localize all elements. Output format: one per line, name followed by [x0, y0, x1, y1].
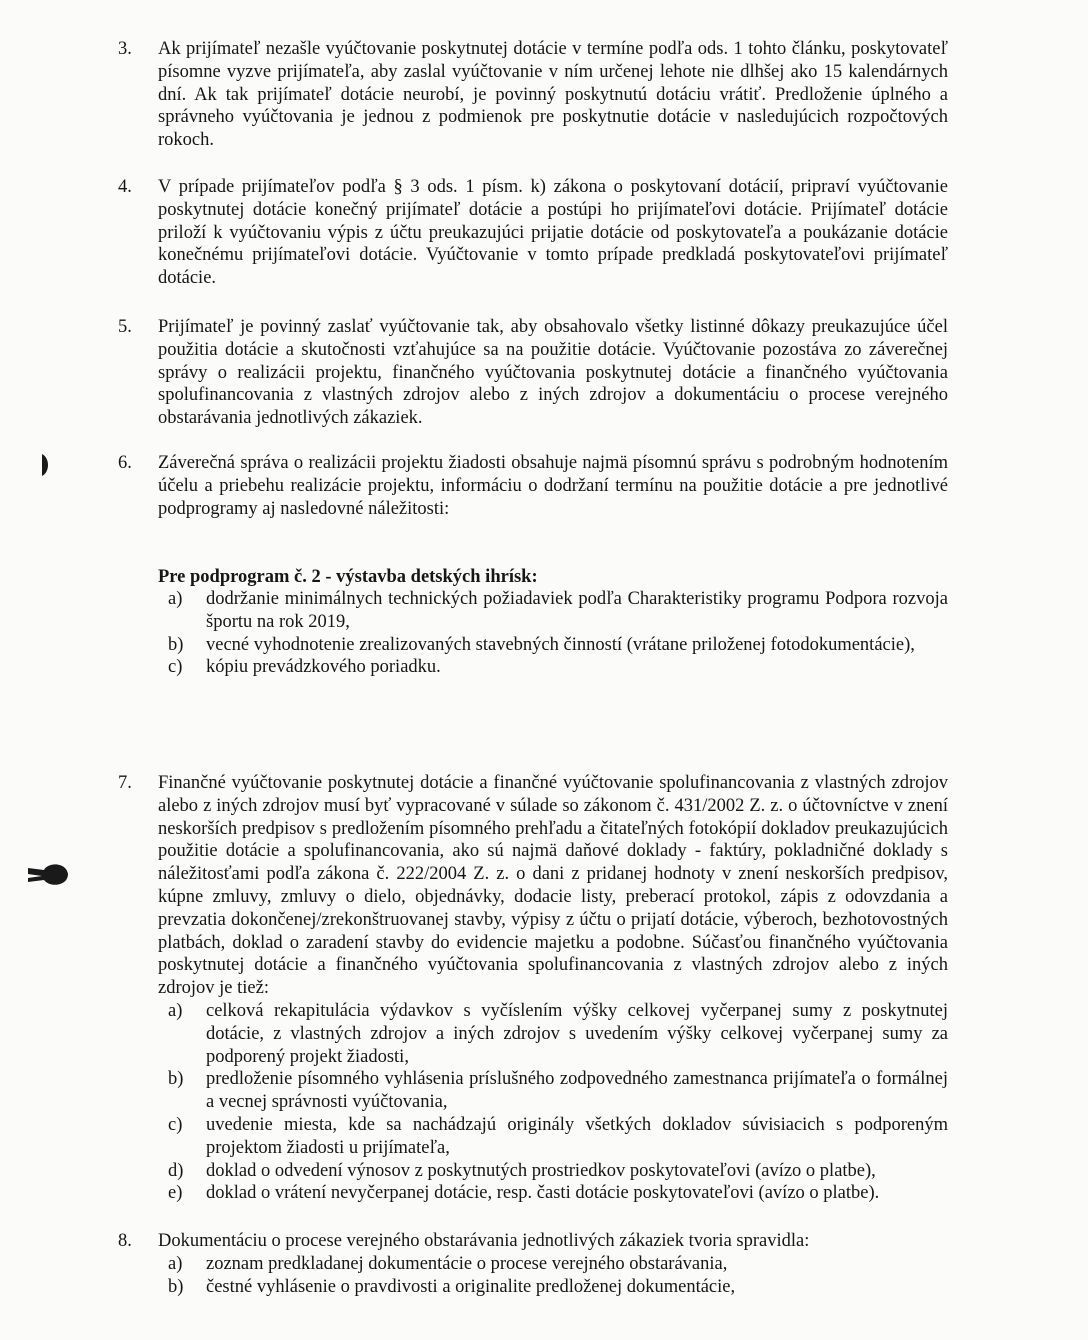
list-letter: a) — [168, 589, 183, 609]
punch-hole-mark-top — [40, 452, 54, 478]
paragraph-text: Prijímateľ je povinný zaslať vyúčtovanie tak, aby obsahovalo všetky listinné dôkazy preukazujúce účel použitia dotácie a skutočnosti vzťahujúce sa na použitie dotácie. Vyúčtovanie pozostáva zo záverečnej správy o realizácii projektu, finančného vyúčtovania poskytnutej dotácie a finančného vyúčtovania spolufinancovania z vlastných zdrojov alebo z iných zdrojov a dokumentáciu o procese verejného obstarávania jednotlivých zákaziek. — [158, 317, 948, 429]
list-text: vecné vyhodnotenie zrealizovaných stavebných činností (vrátane priloženej fotodokumentácie), — [206, 634, 915, 655]
paragraph-number: 3. — [118, 39, 132, 59]
list-text: dodržanie minimálnych technických požiadaviek podľa Charakteristiky programu Podpora rozvoja športu na rok 2019, — [206, 589, 948, 632]
subprogram-list — [118, 588, 948, 679]
list-letter: a) — [168, 1253, 183, 1274]
list-text: zoznam predkladanej dokumentácie o procese verejného obstarávania, — [206, 1253, 728, 1274]
list-item — [158, 1253, 948, 1276]
paragraph-number: 8. — [118, 1231, 132, 1251]
list-item — [158, 588, 948, 634]
list-letter: d) — [168, 1160, 184, 1181]
list-letter: c) — [168, 1114, 183, 1135]
list-text: doklad o odvedení výnosov z poskytnutých prostriedkov poskytovateľovi (avízo o platbe), — [206, 1160, 876, 1181]
paragraph-7 — [118, 772, 948, 1205]
list-item — [158, 1276, 948, 1299]
list-item — [158, 1000, 948, 1068]
paragraph-8 — [118, 1230, 948, 1298]
subprogram-heading: Pre podprogram č. 2 - výstavba detských ihrísk: — [158, 567, 538, 587]
paragraph-4 — [118, 176, 948, 290]
paragraph-text: Ak prijímateľ nezašle vyúčtovanie poskytnutej dotácie v termíne podľa ods. 1 tohto článku, poskytovateľ písomne vyzve prijímateľa, aby zaslal vyúčtovanie v ním určenej lehote nie dlhšej ako 15 kalendárnych dní. Ak tak prijímateľ dotácie neurobí, je povinný poskytnutú dotáciu vrátiť. Predloženie úplného a správneho vyúčtovania je jednou z podmienok pre poskytnutie dotácie v nasledujúcich rozpočtových rokoch. — [158, 39, 948, 151]
paragraph-number: 5. — [118, 317, 132, 337]
list-text: celková rekapitulácia výdavkov s vyčíslením výšky celkovej vyčerpanej sumy z poskytnutej dotácie, z vlastných zdrojov a iných zdrojov s uvedením výšky celkovej vyčerpanej sumy za podporený projekt žiadosti, — [206, 1000, 948, 1067]
paragraph-6 — [118, 452, 948, 520]
punch-hole-mark-bottom — [26, 860, 70, 890]
list-text: doklad o vrátení nevyčerpanej dotácie, resp. časti dotácie poskytovateľovi (avízo o platbe). — [206, 1183, 880, 1204]
paragraph-5 — [118, 316, 948, 430]
paragraph-text: Finančné vyúčtovanie poskytnutej dotácie a finančné vyúčtovanie spolufinancovania z vlastných zdrojov alebo z iných zdrojov musí byť vypracované v súlade so zákonom č. 431/2002 Z. z. o účtovníctve v znení neskorších predpisov s predložením písomného prehľadu a čitateľných fotokópií dokladov preukazujúcich použitie dotácie a spolufinancovania, ako sú najmä daňové doklady - faktúry, pokladničné doklady s náležitosťami podľa zákona č. 222/2004 Z. z. o dani z pridanej hodnoty v znení neskorších predpisov, kúpne zmluvy, zmluvy o dielo, objednávky, dodacie listy, preberací protokol, zápis z odovzdania a prevzatia dokončenej/zrekonštruovanej stavby, výpisy z účtu o prijatí dotácie, výberoch, bezhotovostných platbách, doklad o zaradení stavby do evidencie majetku a podobne. Súčasťou finančného vyúčtovania poskytnutej dotácie a finančného vyúčtovania spolufinancovania z vlastných zdrojov alebo z iných zdrojov je tiež: — [158, 773, 948, 999]
paragraph-number: 6. — [118, 453, 132, 473]
list-item — [158, 634, 948, 657]
list-item — [158, 1114, 948, 1160]
list-item — [158, 1068, 948, 1114]
paragraph-number: 4. — [118, 177, 132, 197]
paragraph-text: V prípade prijímateľov podľa § 3 ods. 1 písm. k) zákona o poskytovaní dotácií, pripraví vyúčtovanie poskytnutej dotácie konečný prijímateľ dotácie a postúpi ho prijímateľovi dotácie. Prijímateľ dotácie priloží k vyúčtovaniu výpis z účtu preukazujúci prijatie dotácie od poskytovateľa a poukázanie dotácie konečnému prijímateľovi dotácie. Vyúčtovanie v tomto prípade predkladá poskytovateľovi prijímateľ dotácie. — [158, 177, 948, 289]
list-letter: b) — [168, 634, 184, 655]
paragraph-3 — [118, 38, 948, 152]
list-text: čestné vyhlásenie o pravdivosti a originalite predloženej dokumentácie, — [206, 1276, 736, 1297]
list-item — [158, 1160, 948, 1183]
list-letter: e) — [168, 1183, 183, 1204]
list-letter: b) — [168, 1069, 184, 1090]
paragraph-text: Záverečná správa o realizácii projektu žiadosti obsahuje najmä písomnú správu s podrobným hodnotením účelu a priebehu realizácie projektu, informáciu o dodržaní termínu na použitie dotácie a pre jednotlivé podprogramy aj nasledovné náležitosti: — [158, 453, 948, 519]
list-text: predloženie písomného vyhlásenia príslušného zodpovedného zamestnanca prijímateľa o formálnej a vecnej správnosti vyúčtovania, — [206, 1069, 948, 1113]
list-letter: a) — [168, 1000, 183, 1021]
paragraph-text: Dokumentáciu o procese verejného obstarávania jednotlivých zákaziek tvoria spravidla: — [158, 1231, 810, 1251]
list-letter: c) — [168, 657, 183, 678]
list-item — [158, 1182, 948, 1205]
list-text: uvedenie miesta, kde sa nachádzajú originály všetkých dokladov súvisiacich s podporeným projektom žiadosti u prijímateľa, — [206, 1114, 948, 1158]
paragraph-number: 7. — [118, 773, 132, 793]
list-letter: b) — [168, 1276, 184, 1297]
list-item — [158, 656, 948, 679]
list-text: kópiu prevádzkového poriadku. — [206, 657, 441, 678]
